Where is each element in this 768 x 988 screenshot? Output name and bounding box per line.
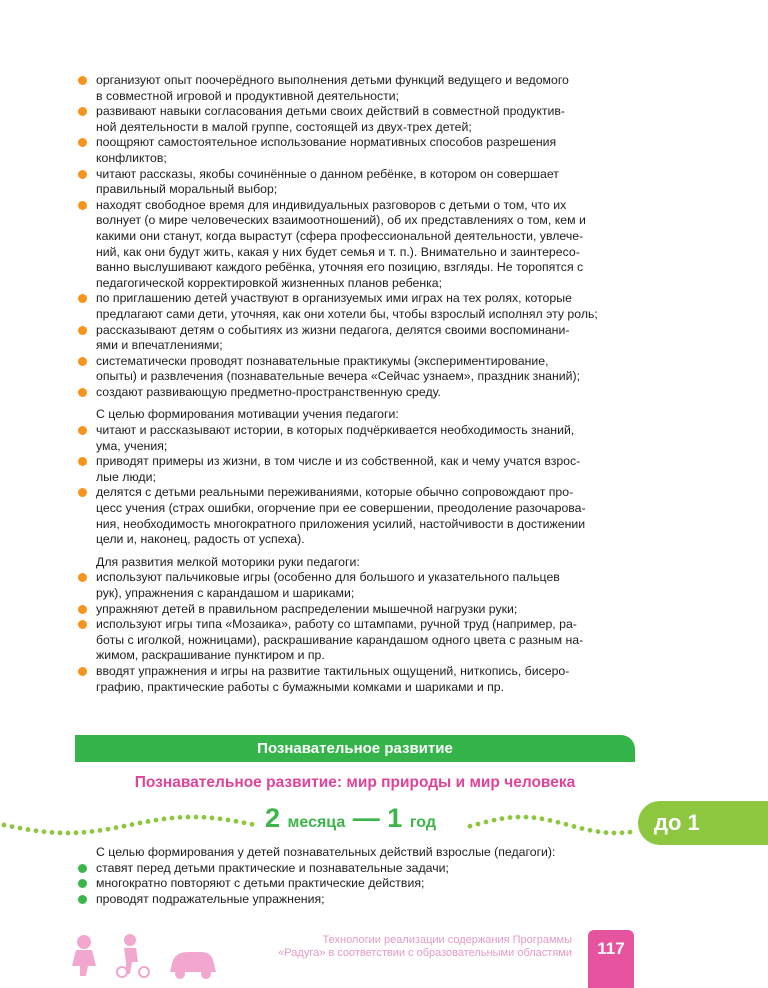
list-item-line: волнует (о мире человеческих взаимоотношений), об их представлениях о том, кем и	[96, 213, 586, 228]
bullet-icon	[78, 294, 87, 303]
list-item-line: какими они станут, когда вырастут (сфера профессиональной деятельности, увлече-	[96, 228, 584, 243]
list-item-line: читают рассказы, якобы сочинённые о данном ребёнке, в котором он совершает	[96, 166, 559, 181]
list-item	[75, 73, 635, 104]
decor-dot	[74, 830, 79, 835]
decor-dot	[210, 816, 215, 821]
bullet-icon	[78, 864, 87, 873]
decor-dot	[226, 818, 231, 823]
list-item-line: ния, необходимость многократного приложения усилий, настойчивости в достижении	[96, 516, 586, 531]
decor-dot	[588, 828, 593, 833]
footer	[230, 934, 572, 960]
decor-dot	[178, 815, 183, 820]
decor-dot	[556, 820, 561, 825]
bullet-icon	[78, 388, 87, 397]
list-item	[75, 354, 635, 385]
age-to-unit: год	[409, 814, 436, 831]
list-item-line: рук), упражнения с карандашом и шариками;	[96, 586, 355, 600]
list-item-line: рассказывают детям о событиях из жизни педагога, делятся своими воспоминани-	[96, 322, 570, 337]
bullet-icon	[78, 170, 87, 179]
decor-dot	[138, 821, 143, 826]
list-item-line: ной деятельности в малой группе, состоящей из двух-трех детей;	[96, 119, 472, 134]
list-item	[75, 454, 635, 485]
list-item-line: ний, как они будут жить, какая у них будет семья и т. п.). Внимательно и заинтересо-	[96, 244, 580, 259]
decor-dot	[162, 817, 167, 822]
list-item	[75, 876, 635, 892]
decor-dot	[194, 815, 199, 820]
decor-dot	[18, 826, 23, 831]
list-item-line: многократно повторяют с детьми практические действия;	[96, 876, 425, 891]
list-item	[75, 291, 635, 322]
decor-dot	[516, 815, 521, 820]
bullet-icon	[78, 201, 87, 210]
list-item-line: предлагают сами дети, уточняя, как они хотели бы, чтобы взрослый исполнял эту роль;	[96, 306, 598, 321]
list-item-line: организуют опыт поочерёдного выполнения детьми функций ведущего и ведомого	[96, 73, 569, 87]
intro-motivation: С целью формирования мотивации учения педагоги:	[96, 407, 399, 422]
bullet-icon	[78, 357, 87, 366]
bullet-icon	[78, 138, 87, 147]
bullet-icon	[78, 76, 87, 85]
decor-dot	[234, 819, 239, 824]
decor-dot	[154, 818, 159, 823]
bullet-icon	[78, 573, 87, 582]
list-block-motor	[75, 570, 635, 695]
list-item	[75, 385, 635, 401]
intro-cognitive: С целью формирования у детей познавательных действий взрослые (педагоги):	[96, 845, 556, 859]
list-item	[75, 861, 635, 877]
decor-dot	[106, 827, 111, 832]
list-item	[75, 198, 635, 292]
decor-dot	[612, 831, 617, 836]
decor-dot	[10, 824, 15, 829]
decor-dot	[2, 823, 7, 828]
decor-dot	[548, 818, 553, 823]
decor-dot	[218, 816, 223, 821]
list-item-line: педагогической корректировкой жизненных планов ребенка;	[96, 275, 443, 290]
decor-dot	[146, 819, 151, 824]
intro-motor: Для развития мелкой моторики руки педагоги:	[96, 554, 360, 569]
list-item-line: систематически проводят познавательные практикумы (экспериментирование,	[96, 353, 549, 368]
list-block-cognitive	[75, 861, 635, 908]
bullet-icon	[78, 457, 87, 466]
list-item-line: цесс учения (страх ошибки, огорчение при ее совершении, преодоление разочарова-	[96, 501, 586, 516]
list-item	[75, 104, 635, 135]
list-item	[75, 135, 635, 166]
list-item-line: по приглашению детей участвуют в организуемых ими играх на тех ролях, которые	[96, 291, 572, 306]
list-item-line: используют игры типа «Мозаика», работу со штампами, ручной труд (например, ра-	[96, 617, 577, 632]
list-item	[75, 892, 635, 908]
decor-dot	[170, 816, 175, 821]
bullet-icon	[78, 605, 87, 614]
decor-dot	[242, 820, 247, 825]
list-item-line: делятся с детьми реальными переживаниями, которые обычно сопровождают про-	[96, 485, 574, 500]
section-subtitle: Познавательное развитие: мир природы и мир человека	[134, 774, 576, 791]
bullet-icon	[78, 326, 87, 335]
list-item-line: читают и рассказывают истории, в которых подчёркивается необходимость знаний,	[96, 423, 575, 438]
decor-dot	[492, 818, 497, 823]
age-range-label	[265, 803, 436, 834]
bullet-icon	[78, 488, 87, 497]
list-item-line: жимом, раскрашивание пунктиром и пр.	[96, 648, 325, 663]
list-item	[75, 485, 635, 547]
list-item	[75, 323, 635, 354]
list-item-line: используют пальчиковые игры (особенно для большого и указательного пальцев	[96, 570, 560, 585]
list-item	[75, 617, 635, 664]
decor-dot	[564, 822, 569, 827]
bullet-icon	[78, 667, 87, 676]
decor-dot	[26, 827, 31, 832]
list-item-line: создают развивающую предметно-пространственную среду.	[96, 384, 441, 399]
footer-line-1: Технологии реализации содержания Программы	[322, 934, 572, 946]
bullet-icon	[78, 620, 87, 629]
decor-dot	[508, 815, 513, 820]
decor-dot	[580, 826, 585, 831]
decor-dot	[42, 829, 47, 834]
decor-dot	[604, 830, 609, 835]
list-item	[75, 602, 635, 618]
list-item-line: ями и впечатлениями;	[96, 338, 223, 353]
list-item	[75, 423, 635, 454]
list-item-line: графию, практические работы с бумажными комками и шариками и пр.	[96, 679, 505, 694]
children-silhouettes-decoration	[70, 930, 220, 980]
list-item-line: упражняют детей в правильном распределении мышечной нагрузки руки;	[96, 601, 518, 616]
list-block-motivation	[75, 423, 635, 548]
decor-dot	[58, 830, 63, 835]
decor-dot	[66, 831, 71, 836]
list-item-line: вводят упражнения и игры на развитие тактильных ощущений, ниткопись, бисеро-	[96, 663, 570, 678]
cognitive-section	[75, 845, 635, 907]
footer-line-2: «Радуга» в соответствии с образовательными областями	[278, 947, 572, 959]
decor-dot	[620, 830, 625, 835]
age-from: 2	[265, 803, 281, 833]
list-item	[75, 167, 635, 198]
page-number: 117	[588, 930, 634, 988]
age-to: 1	[387, 803, 403, 833]
list-item	[75, 570, 635, 601]
decor-dot	[114, 825, 119, 830]
age-from-unit: месяца	[287, 814, 346, 831]
decor-dot	[90, 829, 95, 834]
list-item-line: поощряют самостоятельное использование нормативных способов разрешения	[96, 135, 557, 150]
decor-dot	[50, 830, 55, 835]
decor-dot	[82, 830, 87, 835]
list-item-line: ставят перед детьми практические и познавательные задачи;	[96, 860, 449, 875]
list-block-social	[75, 73, 635, 400]
decor-dot	[524, 815, 529, 820]
main-text	[75, 73, 635, 695]
decor-dot	[186, 815, 191, 820]
bullet-icon	[78, 107, 87, 116]
bullet-icon	[78, 879, 87, 888]
list-item-line: развивают навыки согласования детьми своих действий в совместной продуктив-	[96, 104, 565, 119]
decor-dot	[202, 815, 207, 820]
decor-dot	[628, 830, 633, 835]
age-dash: —	[352, 803, 380, 833]
decor-dot	[250, 822, 255, 827]
list-item-line: ума, учения;	[96, 438, 168, 453]
decor-dot	[122, 824, 127, 829]
decor-dot	[532, 815, 537, 820]
age-tab: до 1	[638, 801, 768, 845]
decor-dot	[572, 824, 577, 829]
bullet-icon	[78, 895, 87, 904]
list-item-line: в совместной игровой и продуктивной деятельности;	[96, 88, 400, 103]
bullet-icon	[78, 426, 87, 435]
list-item-line: правильный моральный выбор;	[96, 182, 278, 197]
list-item-line: лые люди;	[96, 469, 156, 484]
decor-dot	[98, 828, 103, 833]
list-item-line: ванно выслушивают каждого ребёнка, уточняя его позицию, взгляды. Не торопятся с	[96, 260, 584, 275]
list-item-line: опыты) и развлечения (познавательные вечера «Сейчас узнаем», праздник знаний);	[96, 369, 580, 384]
decor-dot	[130, 822, 135, 827]
list-item-line: находят свободное время для индивидуальных разговоров с детьми о том, что их	[96, 197, 567, 212]
list-item-line: конфликтов;	[96, 150, 167, 165]
decor-dot	[596, 829, 601, 834]
decor-dot	[476, 822, 481, 827]
decor-dot	[468, 824, 473, 829]
section-header: Познавательное развитие	[75, 735, 635, 762]
decor-dot	[500, 816, 505, 821]
list-item-line: проводят подражательные упражнения;	[96, 891, 325, 906]
list-item-line: боты с иголкой, ножницами), раскрашивание карандашом одного цвета с разным на-	[96, 632, 584, 647]
decor-dot	[34, 828, 39, 833]
list-item	[75, 664, 635, 695]
list-item-line: цели и, наконец, радость от успеха).	[96, 532, 305, 547]
decor-dot	[540, 816, 545, 821]
list-item-line: приводят примеры из жизни, в том числе и из собственной, как и чему учатся взрос-	[96, 454, 581, 469]
decor-dot	[484, 820, 489, 825]
